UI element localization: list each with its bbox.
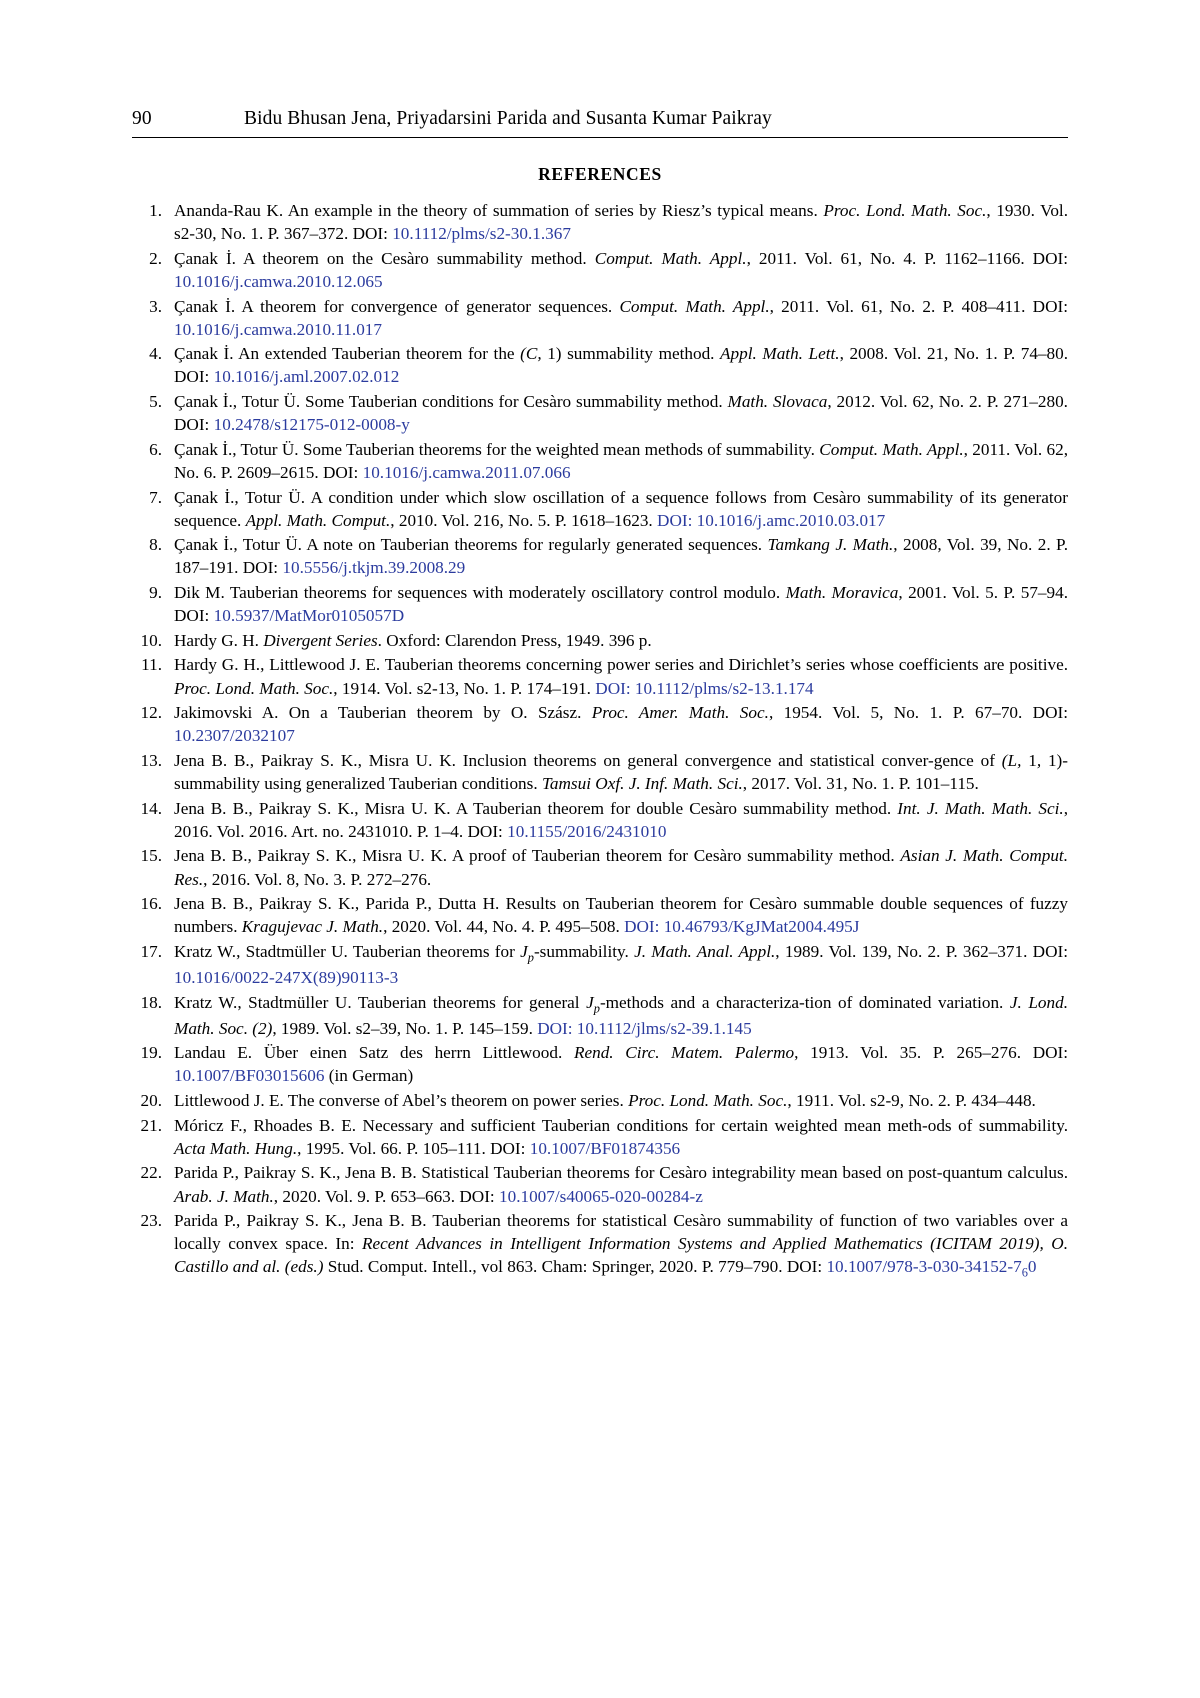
reference-text: Hardy G. H. Divergent Series. Oxford: Clarendon Press, 1949. 396 p. (174, 630, 652, 650)
reference-text: Ananda-Rau K. An example in the theory of summation of series by Riesz’s typical means. Proc. Lond. Math. Soc., 1930. Vol. s2-30, No. 1. P. 367–372. DOI: 10.1112/plms/s2-30.1.367 (174, 201, 1068, 244)
reference-item (132, 295, 1068, 341)
reference-item (132, 533, 1068, 579)
reference-number: 10. (140, 630, 162, 650)
reference-text: Çanak İ., Totur Ü. A condition under which slow oscillation of a sequence follows from Cesàro summability of its generator sequence. Appl. Math. Comput., 2010. Vol. 216, No. 5. P. 1618–1623. DOI: 10.1016/j.amc.2010.03.017 (174, 487, 1068, 530)
reference-text: Parida P., Paikray S. K., Jena B. B. Tauberian theorems for statistical Cesàro summability of function of two variables over a locally convex space. In: Recent Advances in Intelligent Information Systems and Applied Mathematics (ICITAM 2019), O. Castillo and al. (eds.) Stud. Comput. Intell., vol 863. Cham: Springer, 2020. P. 779–790. DOI: $10.1007/978-3-030-34152-7_60$ (174, 1211, 1068, 1280)
reference-number: 23. (140, 1211, 162, 1231)
reference-item (132, 701, 1068, 747)
reference-text: Jena B. B., Paikray S. K., Misra U. K. Inclusion theorems on general convergence and statistical conver-gence of (L, 1, 1)-summability using generalized Tauberian conditions. Tamsui Oxf. J. Inf. Math. Sci., 2017. Vol. 31, No. 1. P. 101–115. (174, 750, 1069, 793)
reference-item (132, 749, 1068, 795)
reference-item (132, 199, 1068, 245)
reference-number: 11. (141, 655, 162, 675)
reference-text: Jena B. B., Paikray S. K., Parida P., Dutta H. Results on Tauberian theorem for Cesàro summable double sequences of fuzzy numbers. Kragujevac J. Math., 2020. Vol. 44, No. 4. P. 495–508. DOI: 10.46793/KgJMat2004.495J (174, 894, 1068, 937)
reference-text: Çanak İ., Totur Ü. A note on Tauberian theorems for regularly generated sequences. Tamkang J. Math., 2008, Vol. 39, No. 2. P. 187–191. DOI: 10.5556/j.tkjm.39.2008.29 (174, 535, 1068, 578)
reference-number: 1. (149, 201, 162, 220)
reference-number: 17. (140, 941, 162, 961)
reference-text: Móricz F., Rhoades B. E. Necessary and sufficient Tauberian conditions for certain weighted mean meth-ods of summability. Acta Math. Hung., 1995. Vol. 66. P. 105–111. DOI: 10.1007/BF01874356 (174, 1115, 1068, 1158)
reference-number: 14. (140, 798, 162, 818)
reference-text: Kratz W., Stadtmüller U. Tauberian theorems for $J_p$-summability. J. Math. Anal. Appl., 1989. Vol. 139, No. 2. P. 362–371. DOI: 10.1016/0022-247X(89)90113-3 (174, 941, 1068, 987)
reference-text: Çanak İ., Totur Ü. Some Tauberian conditions for Cesàro summability method. Math. Slovaca, 2012. Vol. 62, No. 2. P. 271–280. DOI: 10.2478/s12175-012-0008-y (174, 392, 1068, 435)
reference-text: Çanak İ. A theorem on the Cesàro summability method. Comput. Math. Appl., 2011. Vol. 61, No. 4. P. 1162–1166. DOI: 10.1016/j.camwa.2010.12.065 (174, 248, 1068, 291)
reference-item (132, 1161, 1068, 1207)
reference-text: Jakimovski A. On a Tauberian theorem by O. Szász. Proc. Amer. Math. Soc., 1954. Vol. 5, No. 1. P. 67–70. DOI: 10.2307/2032107 (174, 703, 1068, 746)
reference-number: 5. (149, 392, 162, 411)
reference-item (132, 892, 1068, 938)
reference-item (132, 940, 1068, 989)
reference-number: 8. (149, 535, 162, 555)
reference-text: Jena B. B., Paikray S. K., Misra U. K. A proof of Tauberian theorem for Cesàro summability method. Asian J. Math. Comput. Res., 2016. Vol. 8, No. 3. P. 272–276. (174, 846, 1068, 889)
reference-text: Dik M. Tauberian theorems for sequences with moderately oscillatory control modulo. Math. Moravica, 2001. Vol. 5. P. 57–94. DOI: 10.5937/MatMor0105057D (174, 583, 1069, 626)
reference-item (132, 1209, 1068, 1281)
reference-number: 18. (140, 992, 162, 1012)
reference-item (132, 486, 1068, 532)
reference-number: 13. (140, 750, 162, 770)
reference-item (132, 629, 1068, 652)
reference-number: 4. (149, 344, 162, 364)
reference-item (132, 653, 1068, 699)
reference-number: 16. (140, 894, 162, 914)
reference-list (132, 199, 1068, 1282)
reference-item (132, 1114, 1068, 1160)
reference-item (132, 844, 1068, 890)
reference-text: Çanak İ. An extended Tauberian theorem for the (C, 1) summability method. Appl. Math. Lett., 2008. Vol. 21, No. 1. P. 74–80. DOI: 10.1016/j.aml.2007.02.012 (174, 344, 1069, 387)
section-title: REFERENCES (538, 164, 662, 184)
reference-number: 6. (149, 439, 162, 459)
reference-item (132, 797, 1068, 843)
reference-number: 12. (140, 703, 162, 723)
running-head-authors: Bidu Bhusan Jena, Priyadarsini Parida and Susanta Kumar Paikray (244, 108, 772, 129)
reference-text: Littlewood J. E. The converse of Abel’s theorem on power series. Proc. Lond. Math. Soc., 1911. Vol. s2-9, No. 2. P. 434–448. (174, 1091, 1036, 1111)
reference-text: Çanak İ., Totur Ü. Some Tauberian theorems for the weighted mean methods of summability. Comput. Math. Appl., 2011. Vol. 62, No. 6. P. 2609–2615. DOI: 10.1016/j.camwa.2011.07.066 (174, 439, 1068, 482)
page-number: 90 (132, 108, 152, 129)
reference-text: Parida P., Paikray S. K., Jena B. B. Statistical Tauberian theorems for Cesàro integrability mean based on post-quantum calculus. Arab. J. Math., 2020. Vol. 9. P. 653–663. DOI: 10.1007/s40065-020-00284-z (174, 1163, 1068, 1206)
reference-number: 15. (140, 846, 162, 866)
reference-number: 21. (140, 1115, 162, 1135)
reference-number: 20. (140, 1091, 162, 1111)
reference-number: 19. (140, 1043, 162, 1063)
reference-item (132, 390, 1068, 436)
reference-text: Jena B. B., Paikray S. K., Misra U. K. A Tauberian theorem for double Cesàro summability method. Int. J. Math. Math. Sci., 2016. Vol. 2016. Art. no. 2431010. P. 1–4. DOI: 10.1155/2016/2431010 (174, 798, 1069, 841)
reference-text: Çanak İ. A theorem for convergence of generator sequences. Comput. Math. Appl., 2011. Vol. 61, No. 2. P. 408–411. DOI: 10.1016/j.camwa.2010.11.017 (174, 296, 1068, 339)
reference-number: 9. (149, 583, 162, 602)
reference-text: Hardy G. H., Littlewood J. E. Tauberian theorems concerning power series and Dirichlet’s series whose coefficients are positive. Proc. Lond. Math. Soc., 1914. Vol. s2-13, No. 1. P. 174–191. DOI: 10.1112/plms/s2-13.1.174 (174, 655, 1068, 698)
reference-item (132, 342, 1068, 388)
reference-number: 22. (140, 1163, 162, 1183)
running-head (132, 108, 1068, 138)
reference-text: Landau E. Über einen Satz des herrn Littlewood. Rend. Circ. Matem. Palermo, 1913. Vol. 35. P. 265–276. DOI: 10.1007/BF03015606 (in German) (174, 1043, 1069, 1086)
reference-number: 2. (149, 248, 162, 268)
reference-item (132, 1041, 1068, 1087)
reference-text: Kratz W., Stadtmüller U. Tauberian theorems for general $J_p$-methods and a characteriza-tion of dominated variation. J. Lond. Math. Soc. (2), 1989. Vol. s2–39, No. 1. P. 145–159. DOI: 10.1112/jlms/s2-39.1.145 (174, 992, 1068, 1038)
reference-item (132, 438, 1068, 484)
reference-item (132, 991, 1068, 1040)
reference-item (132, 1089, 1068, 1112)
reference-item (132, 247, 1068, 293)
reference-item (132, 581, 1068, 627)
reference-number: 7. (149, 487, 162, 507)
reference-number: 3. (149, 296, 162, 316)
